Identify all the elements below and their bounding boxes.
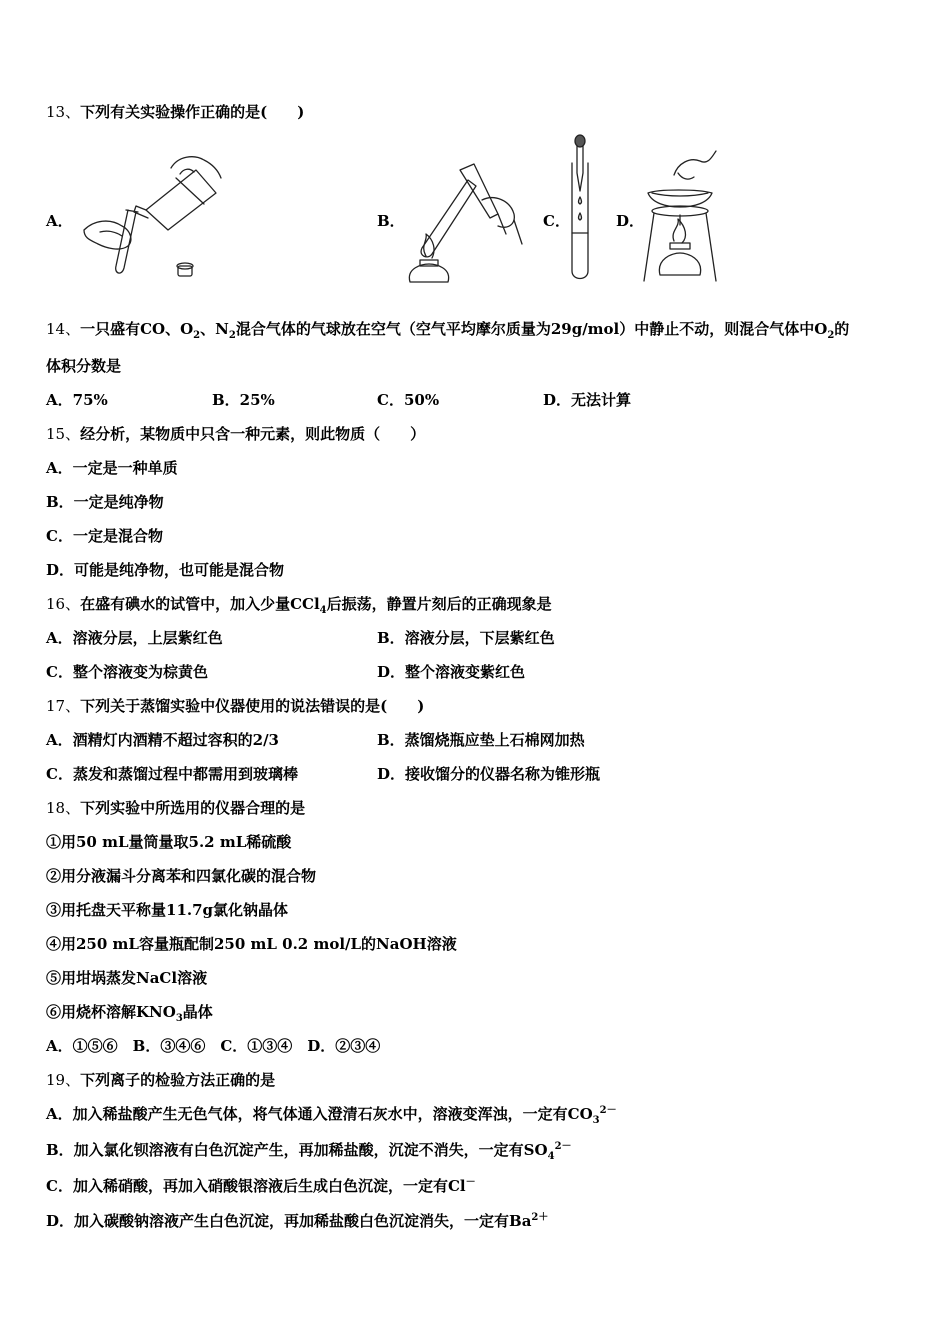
- q17-stem: [46, 695, 424, 717]
- q13-number: 13、: [46, 103, 81, 121]
- q15-text: 经分析，某物质中只含一种元素，则此物质（ ）: [80, 425, 426, 443]
- q17-text: 下列关于蒸馏实验中仪器使用的说法错误的是( ): [80, 697, 425, 715]
- q18-text: 下列实验中所选用的仪器合理的是: [80, 799, 306, 817]
- heating-test-tube-illustration: [402, 160, 527, 285]
- pouring-liquid-illustration: [76, 148, 226, 283]
- q19-text: 下列离子的检验方法正确的是: [80, 1071, 276, 1089]
- q19-option-c-text: C．加入稀硝酸，再加入硝酸银溶液后生成白色沉淀，一定有Cl: [46, 1177, 466, 1195]
- q14-text-4: 的: [834, 320, 850, 338]
- q17-number: 17、: [46, 697, 81, 715]
- q18-item-5: ⑤用坩埚蒸发NaCl溶液: [46, 969, 208, 987]
- q13-option-b-label: B．: [377, 212, 405, 230]
- q16-sub-1: 4: [319, 605, 327, 616]
- q16-option-b: B．溶液分层，下层紫红色: [377, 629, 555, 647]
- q18-item-2: ②用分液漏斗分离苯和四氯化碳的混合物: [46, 867, 317, 885]
- q14-sub-3: 2: [827, 330, 835, 341]
- q15-stem: [46, 423, 425, 445]
- q13-option-d-label: D．: [616, 212, 645, 230]
- q19-option-d: [46, 1210, 548, 1232]
- q18-stem: [46, 797, 305, 819]
- evaporating-dish-illustration: [638, 145, 723, 285]
- q19-option-a-sub: 3: [592, 1115, 600, 1126]
- q13-option-a-label: A．: [46, 212, 73, 230]
- q16-stem: [46, 593, 552, 615]
- q14-option-c: C．50%: [377, 391, 440, 409]
- q18-item-4: ④用250 mL容量瓶配制250 mL 0.2 mol/L的NaOH溶液: [46, 935, 457, 953]
- q13-option-c-label: C．: [543, 212, 570, 230]
- q19-option-a: [46, 1103, 617, 1125]
- q19-option-b-sub: 4: [547, 1151, 555, 1162]
- q17-option-b: B．蒸馏烧瓶应垫上石棉网加热: [377, 731, 585, 749]
- q19-option-a-text: A．加入稀盐酸产生无色气体，将气体通入澄清石灰水中，溶液变浑浊，一定有CO: [46, 1105, 593, 1123]
- q14-text-2: 、N: [200, 320, 229, 338]
- q14-sub-2: 2: [228, 330, 236, 341]
- q17-option-d: D．接收馏分的仪器名称为锥形瓶: [377, 765, 601, 783]
- q16-option-a: A．溶液分层，上层紫红色: [46, 629, 223, 647]
- q19-option-c-sup: －: [465, 1177, 476, 1188]
- q19-option-b-sup: 2－: [554, 1141, 572, 1152]
- q19-option-d-text: D．加入碳酸钠溶液产生白色沉淀，再加稀盐酸白色沉淀消失，一定有Ba: [46, 1212, 532, 1230]
- q15-option-b: B．一定是纯净物: [46, 493, 164, 511]
- q16-number: 16、: [46, 595, 81, 613]
- q14-text-3: 混合气体的气球放在空气（空气平均摩尔质量为29g/mol）中静止不动，则混合气体中O: [235, 320, 828, 338]
- q19-number: 19、: [46, 1071, 81, 1089]
- q19-option-d-sup: 2＋: [531, 1212, 549, 1223]
- q18-options: A．①⑤⑥ B．③④⑥ C．①③④ D．②③④: [46, 1037, 381, 1055]
- q18-item-6-sub: 3: [175, 1013, 183, 1024]
- q19-option-c: [46, 1175, 476, 1197]
- q14-option-d: D．无法计算: [543, 391, 632, 409]
- q18-item-6-text-2: 晶体: [182, 1003, 213, 1021]
- q15-option-d: D．可能是纯净物，也可能是混合物: [46, 561, 285, 579]
- q19-option-b: [46, 1139, 572, 1161]
- q13-stem: [46, 101, 304, 123]
- q15-number: 15、: [46, 425, 81, 443]
- q14-option-a: A．75%: [46, 391, 108, 409]
- q15-option-c: C．一定是混合物: [46, 527, 163, 545]
- q18-number: 18、: [46, 799, 81, 817]
- q13-paren: ( ): [260, 103, 305, 121]
- q19-option-b-text: B．加入氯化钡溶液有白色沉淀产生，再加稀盐酸，沉淀不消失，一定有SO: [46, 1141, 548, 1159]
- q16-option-c: C．整个溶液变为棕黄色: [46, 663, 208, 681]
- q14-option-b: B．25%: [212, 391, 275, 409]
- q19-stem: [46, 1069, 275, 1091]
- q13-text: 下列有关实验操作正确的是: [80, 103, 261, 121]
- q14-number: 14、: [46, 320, 81, 338]
- q17-option-c: C．蒸发和蒸馏过程中都需用到玻璃棒: [46, 765, 298, 783]
- q14-stem-line2: 体积分数是: [46, 357, 122, 375]
- q18-item-3: ③用托盘天平称量11.7g氯化钠晶体: [46, 901, 289, 919]
- q18-item-6: [46, 1001, 213, 1023]
- q15-option-a: A．一定是一种单质: [46, 459, 178, 477]
- q18-item-6-text-1: ⑥用烧杯溶解KNO: [46, 1003, 176, 1021]
- q17-option-a: A．酒精灯内酒精不超过容积的2/3: [46, 731, 279, 749]
- q18-item-1: ①用50 mL量筒量取5.2 mL稀硫酸: [46, 833, 292, 851]
- q16-text-2: 后振荡，静置片刻后的正确现象是: [326, 595, 552, 613]
- q16-option-d: D．整个溶液变紫红色: [377, 663, 526, 681]
- q19-option-a-sup: 2－: [599, 1105, 617, 1116]
- q14-sub-1: 2: [193, 330, 201, 341]
- q16-text-1: 在盛有碘水的试管中，加入少量CCl: [80, 595, 320, 613]
- dropper-test-tube-illustration: [566, 133, 594, 283]
- q14-text-1: 一只盛有CO、O: [80, 320, 194, 338]
- q14-stem: [46, 318, 849, 340]
